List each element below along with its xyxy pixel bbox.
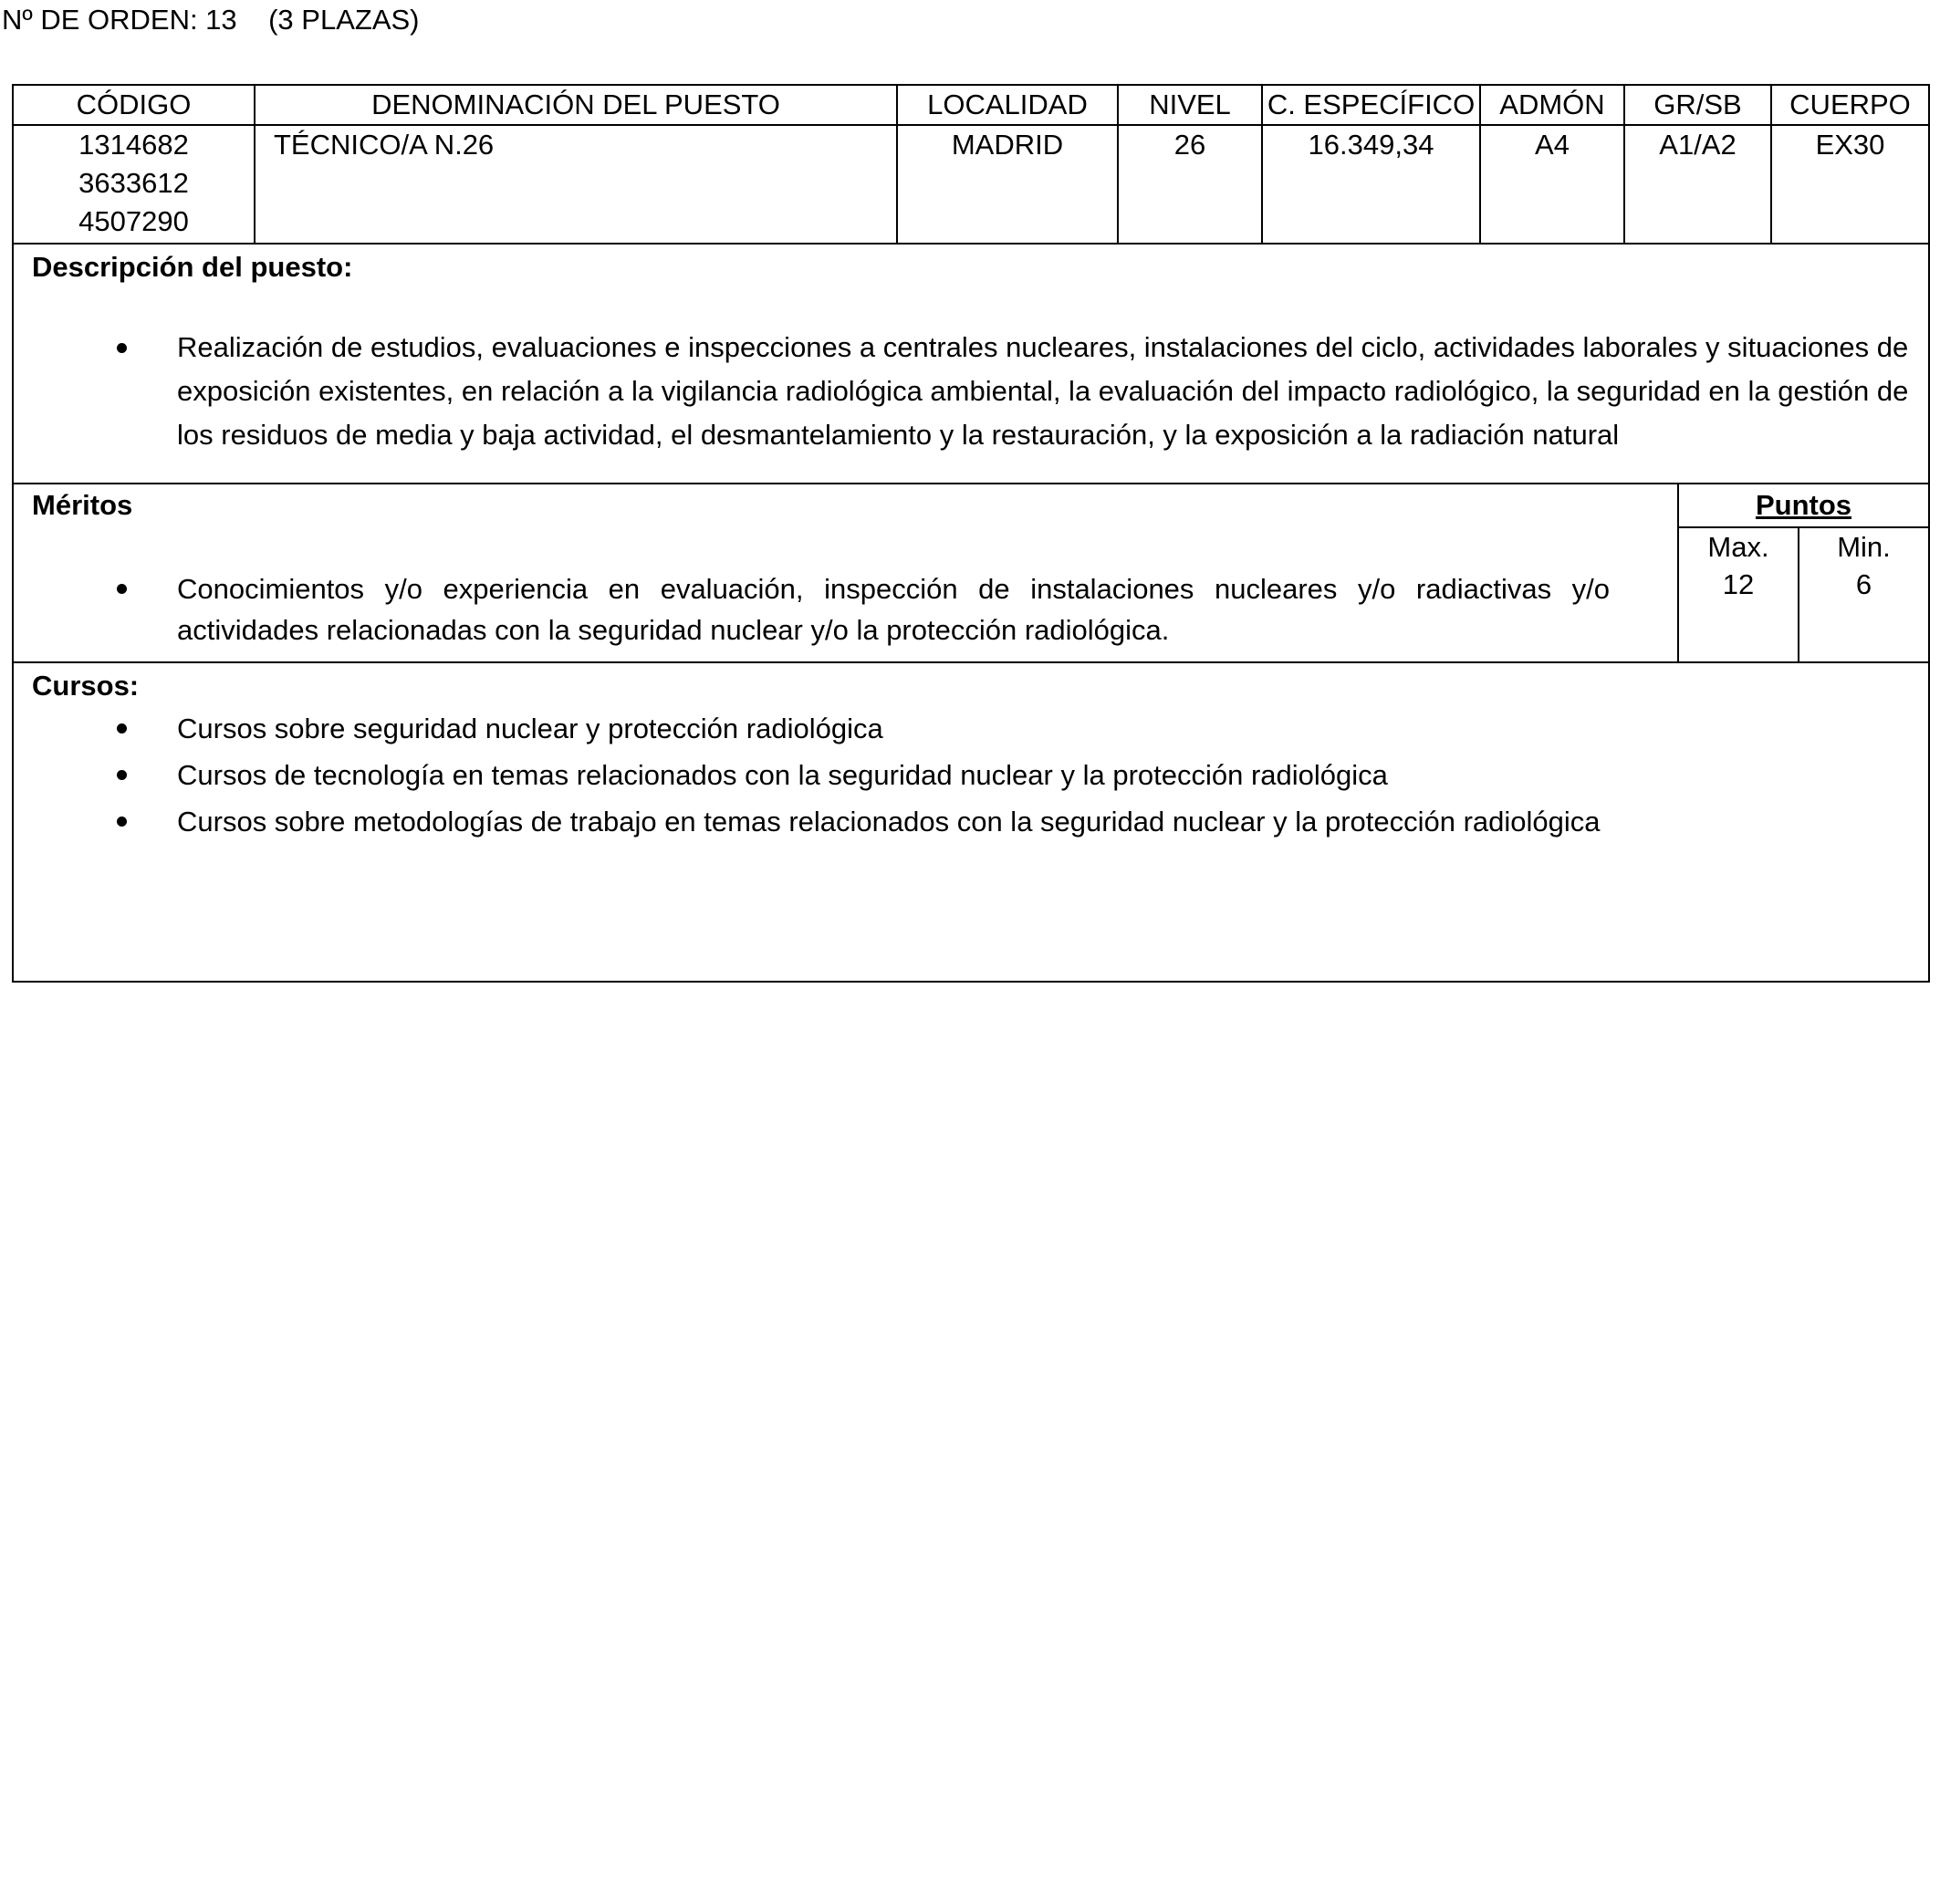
col-header-localidad: LOCALIDAD bbox=[897, 86, 1118, 125]
list-item bbox=[32, 752, 1910, 798]
col-header-nivel: NIVEL bbox=[1118, 86, 1262, 125]
max-label: Max. bbox=[1707, 531, 1769, 563]
meritos-section bbox=[14, 483, 1928, 661]
table-row bbox=[14, 125, 1928, 243]
codigo-value: 4507290 bbox=[78, 205, 189, 237]
cell-cuerpo: EX30 bbox=[1815, 129, 1885, 161]
cell-codigos bbox=[14, 125, 255, 243]
col-header-cuerpo: CUERPO bbox=[1771, 86, 1928, 125]
bullet-icon bbox=[117, 343, 127, 353]
min-value: 6 bbox=[1855, 568, 1872, 600]
header-row bbox=[14, 86, 1928, 125]
list-item bbox=[32, 705, 1910, 752]
bullet-icon bbox=[117, 584, 127, 594]
descripcion-title: Descripción del puesto: bbox=[32, 251, 353, 283]
job-posting-table bbox=[12, 84, 1930, 983]
orden-heading: Nº DE ORDEN: 13 (3 PLAZAS) bbox=[2, 4, 420, 36]
meritos-item-text: Conocimientos y/o experiencia en evaluación, inspección de instalaciones nucleares y/o radiactivas y/o actividades relacionadas con la seguridad nuclear y/o la protección radiológica. bbox=[177, 573, 1610, 646]
puntos-columns bbox=[1679, 528, 1928, 661]
descripcion-list bbox=[32, 326, 1910, 457]
cell-grsb: A1/A2 bbox=[1624, 125, 1771, 243]
bullet-icon bbox=[117, 770, 127, 780]
cell-nivel: 26 bbox=[1118, 125, 1262, 243]
cell-admon: A4 bbox=[1480, 125, 1624, 243]
col-header-denominacion: DENOMINACIÓN DEL PUESTO bbox=[255, 86, 897, 125]
col-header-codigo: CÓDIGO bbox=[14, 86, 255, 125]
col-header-admon: ADMÓN bbox=[1480, 86, 1624, 125]
list-item bbox=[32, 326, 1910, 457]
cursos-item-text: Cursos sobre metodologías de trabajo en temas relacionados con la seguridad nuclear y la protección radiológica bbox=[177, 806, 1601, 838]
meritos-title: Méritos bbox=[32, 489, 133, 521]
puntos-min bbox=[1799, 528, 1928, 661]
bullet-icon bbox=[117, 817, 127, 827]
puntos-max bbox=[1679, 528, 1799, 661]
cursos-list bbox=[32, 705, 1910, 845]
codigo-value: 1314682 bbox=[78, 129, 189, 161]
cell-localidad: MADRID bbox=[897, 125, 1118, 243]
post-summary-table bbox=[14, 86, 1928, 243]
bullet-icon bbox=[117, 723, 127, 734]
cursos-item-text: Cursos sobre seguridad nuclear y protección radiológica bbox=[177, 713, 883, 744]
max-value: 12 bbox=[1722, 568, 1755, 600]
col-header-grsb: GR/SB bbox=[1624, 86, 1771, 125]
puntos-box bbox=[1677, 484, 1928, 661]
col-header-especifico: C. ESPECÍFICO bbox=[1262, 86, 1480, 125]
cursos-item-text: Cursos de tecnología en temas relacionados con la seguridad nuclear y la protección radiológica bbox=[177, 759, 1388, 791]
descripcion-item-text: Realización de estudios, evaluaciones e inspecciones a centrales nucleares, instalaciones del ciclo, actividades laborales y situaciones de exposición existentes, en relación a la vigilancia radiológica ambiental, la evaluación del impacto radiológico, la seguridad en la gestión de los residuos de media y baja actividad, el desmantelamiento y la restauración, y la exposición a la radiación natural bbox=[177, 331, 1909, 451]
list-item bbox=[32, 798, 1910, 845]
puntos-title: Puntos bbox=[1679, 484, 1928, 528]
cell-especifico: 16.349,34 bbox=[1262, 125, 1480, 243]
descripcion-section bbox=[14, 243, 1928, 483]
meritos-list bbox=[32, 568, 1610, 650]
cursos-title: Cursos: bbox=[32, 670, 140, 702]
list-item bbox=[32, 568, 1610, 650]
min-label: Min. bbox=[1837, 531, 1891, 563]
cursos-section bbox=[14, 661, 1928, 981]
meritos-content bbox=[14, 484, 1677, 661]
cell-denominacion: TÉCNICO/A N.26 bbox=[255, 125, 897, 243]
codigo-value: 3633612 bbox=[78, 167, 189, 199]
